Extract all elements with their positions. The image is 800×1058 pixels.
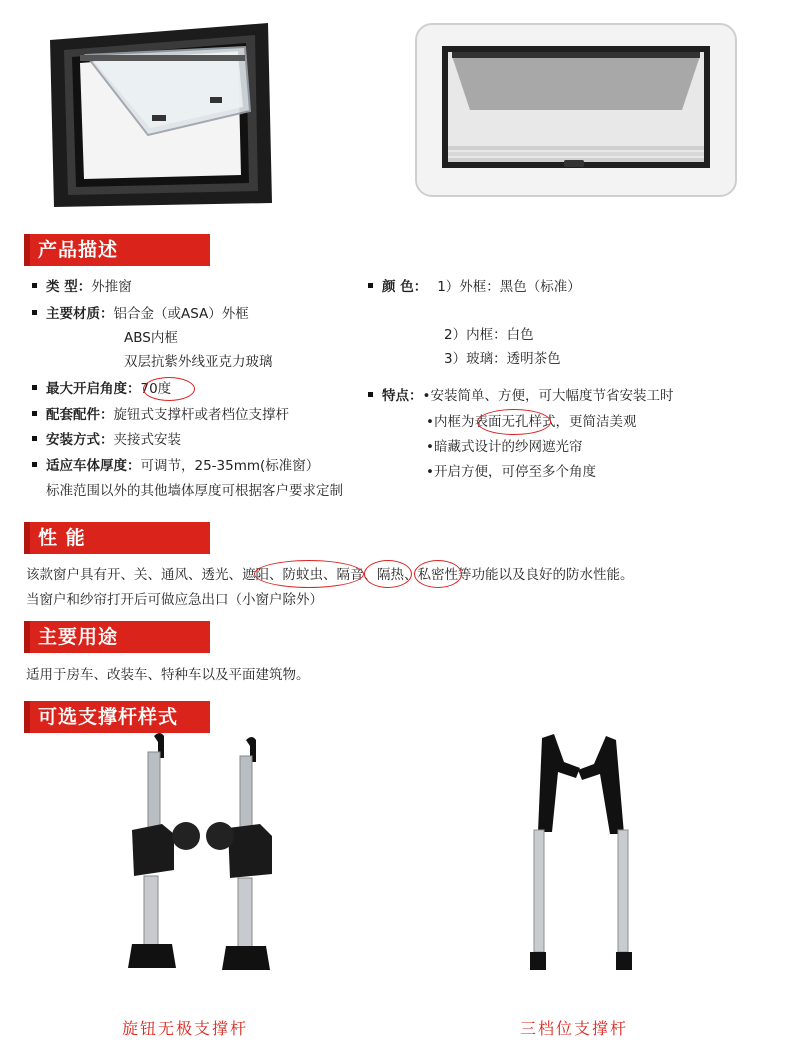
- white-window-image: [412, 22, 742, 200]
- highlight-circle: [254, 560, 364, 588]
- feature-2: •内框为表面无孔样式，更简洁美观: [426, 414, 637, 430]
- bullet: [32, 436, 37, 441]
- spec-max-angle: 最大开启角度：70度: [32, 380, 171, 398]
- bullet: [32, 411, 37, 416]
- spec-color-2: 2）内框：白色: [444, 327, 534, 343]
- spec-material-3: 双层抗紫外线亚克力玻璃: [124, 354, 273, 370]
- performance-text-1: 该款窗户具有开、关、通风、透光、遮阳、防蚊虫、隔音、隔热、私密性等功能以及良好的防水性能。: [26, 567, 634, 583]
- feature-4: •开启方便，可停至多个角度: [426, 464, 596, 480]
- spec-type: 类 型：外推窗: [32, 278, 132, 296]
- section-header-struts: 可选支撑杆样式: [24, 701, 210, 733]
- spec-install: 安装方式：夹接式安装: [32, 431, 181, 449]
- bullet: [32, 385, 37, 390]
- knob-strut-image: [110, 730, 295, 990]
- section-header-usage: 主要用途: [24, 621, 210, 653]
- bullet: [32, 310, 37, 315]
- performance-text-2: 当窗户和纱帘打开后可做应急出口（小窗户除外）: [26, 592, 323, 608]
- bullet: [368, 392, 373, 397]
- black-window-image: [40, 15, 290, 215]
- spec-color: 颜 色： 1）外框：黑色（标准）: [368, 278, 581, 296]
- bullet: [368, 283, 373, 288]
- highlight-circle: [414, 560, 462, 588]
- spec-thickness-note: 标准范围以外的其他墙体厚度可根据客户要求定制: [46, 483, 343, 499]
- section-header-description: 产品描述: [24, 234, 210, 266]
- highlight-circle: [477, 409, 551, 435]
- usage-text: 适用于房车、改装车、特种车以及平面建筑物。: [26, 667, 310, 683]
- bullet: [32, 462, 37, 467]
- spec-features: 特点：•安装简单、方便，可大幅度节省安装工时: [368, 387, 673, 405]
- spec-material: 主要材质：铝合金（或ASA）外框: [32, 305, 249, 323]
- section-header-performance: 性 能: [24, 522, 210, 554]
- spec-thickness: 适应车体厚度：可调节，25-35mm(标准窗）: [32, 457, 319, 475]
- feature-3: •暗藏式设计的纱网遮光帘: [426, 439, 583, 455]
- spec-parts: 配套配件：旋钮式支撑杆或者档位支撑杆: [32, 406, 289, 424]
- highlight-circle: [364, 560, 412, 588]
- spec-material-2: ABS内框: [124, 330, 178, 346]
- strut-caption-knob: 旋钮无极支撑杆: [122, 1019, 249, 1038]
- strut-caption-three-position: 三档位支撑杆: [520, 1019, 629, 1038]
- spec-color-3: 3）玻璃：透明茶色: [444, 351, 561, 367]
- bullet: [32, 283, 37, 288]
- three-position-strut-image: [510, 730, 660, 980]
- highlight-circle: [143, 377, 195, 401]
